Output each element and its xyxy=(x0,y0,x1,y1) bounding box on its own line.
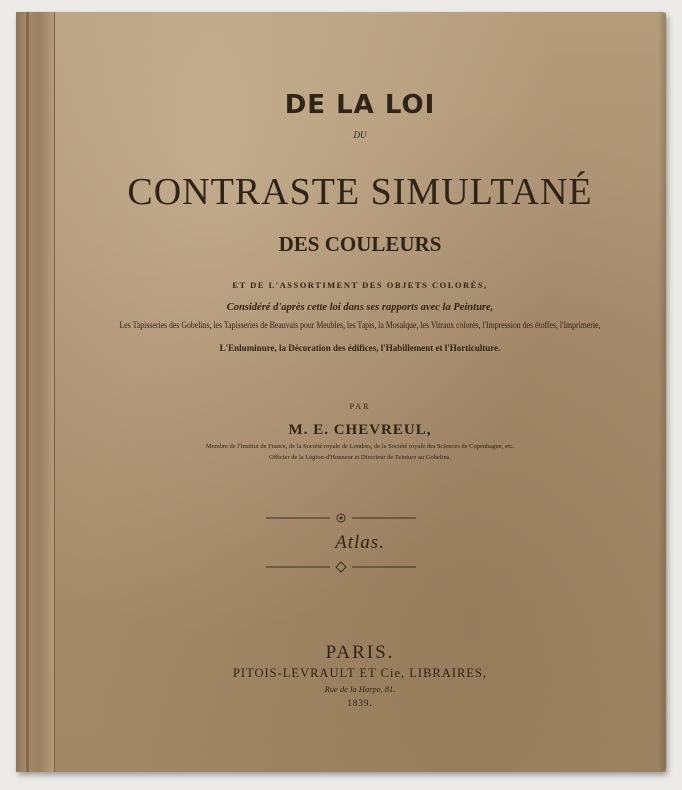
title-line-4: ET DE L'ASSORTIMENT DES OBJETS COLORÉS, xyxy=(232,280,488,290)
subtitle-considered: Considéré d'après cette loi dans ses rapports avec la Peinture, xyxy=(226,302,494,313)
ornament-rule-bottom xyxy=(266,559,416,575)
author-name: M. E. CHEVREUL, xyxy=(288,422,432,438)
par-label: PAR xyxy=(349,402,371,411)
publication-year: 1839. xyxy=(347,698,373,708)
title-main: CONTRASTE SIMULTANÉ xyxy=(127,171,593,213)
author-credits-2: Officier de la Légion-d'Honneur et Directeur de Teinture au Gobelins. xyxy=(269,454,451,461)
book-spine xyxy=(16,12,55,772)
publisher: PITOIS-LEVRAULT ET Cie, LIBRAIRES, xyxy=(232,666,488,680)
title-line-1: DE LA LOI xyxy=(284,90,436,120)
city: PARIS. xyxy=(325,642,395,663)
title-du: DU xyxy=(353,130,367,140)
ornament-rule-top xyxy=(266,510,416,526)
subtitle-list-2: L'Enluminure, la Décoration des édifices, l'Habillement et l'Horticulture. xyxy=(219,343,501,353)
title-sub: DES COULEURS xyxy=(278,232,442,256)
publisher-address: Rue de la Harpe, 81. xyxy=(324,684,396,694)
volume-label: Atlas. xyxy=(335,532,385,553)
book-cover xyxy=(16,12,666,772)
subtitle-list: Les Tapisseries des Gobelins, les Tapisseries de Beauvais pour Meubles, les Tapis, la Mosaïque, les Vitraux colorés, l'Impression des étoffes, l'Imprimerie, xyxy=(119,321,601,331)
author-credits-1: Membre de l'Institut de France, de la Société royale de Londres, de la Société royale des Sciences de Copenhague, etc. xyxy=(205,443,515,450)
